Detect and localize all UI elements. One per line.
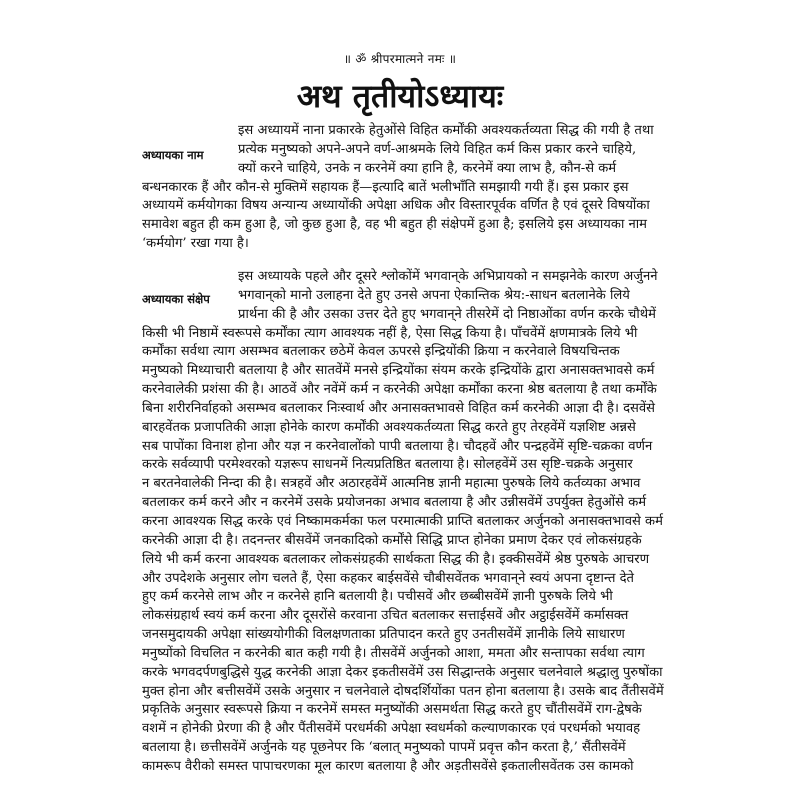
text-line: न बरतनेवालेकी निन्दा की है। सत्रहवें और अठारहवेंमें आत्मनिष्ठ ज्ञानी महात्मा पुरुषके लिये कर्तव्यका अभाव: [142, 476, 641, 492]
text-line: जनसमुदायकी अपेक्षा सांख्ययोगीकी विलक्षणताका प्रतिपादन करते हुए उनतीसवेंमें ज्ञानीके लिये साधारण: [142, 627, 625, 643]
text-line: बारहवेंतक प्रजापतिकी आज्ञा होनेके कारण कर्मोंकी अवश्यकर्तव्यता सिद्ध करते हुए तेरहवेंमें यज्ञशिष्ट अन्नसे: [142, 419, 636, 435]
text-line: किसी भी निष्ठामें स्वरूपसे कर्मोंका त्याग आवश्यक नहीं है, ऐसा सिद्ध किया है। पाँचवेंमें क्षणमात्रके लिये भी: [142, 325, 638, 341]
section-chapter-name: [142, 122, 716, 254]
section-chapter-summary: [142, 268, 716, 777]
text-line: समावेश बहुत ही कम हुआ है, जो कुछ हुआ है, वह भी बहुत ही संक्षेपमें हुआ है; इसलिये इस अध्यायका नाम: [142, 217, 647, 233]
text-line: करनेवालेकी प्रशंसा की है। आठवें और नवेंमें कर्म न करनेकी अपेक्षा कर्मोंका करना श्रेष्ठ बतलाया है तथा कर्मोंके: [142, 382, 657, 398]
text-line: लिये भी कर्म करना आवश्यक बतलाकर लोकसंग्रहकी सार्थकता सिद्ध की है। इक्कीसवेंमें श्रेष्ठ पुरुषके आचरण: [142, 551, 650, 567]
side-label-chapter-summary: अध्यायका संक्षेप: [142, 292, 210, 306]
text-line: बन्धनकारक हैं और कौन-से मुक्तिमें सहायक हैं—इत्यादि बातें भलीभाँति समझायी गयी हैं। इस प्रकार इस: [142, 179, 629, 195]
text-line: इस अध्यायमें नाना प्रकारके हेतुओंसे विहित कर्मोंकी अवश्यकर्तव्यता सिद्ध की गयी है तथा: [238, 123, 654, 138]
text-line: करके भगवदर्पणबुद्धिसे युद्ध करनेकी आज्ञा देकर इकतीसवेंमें उस सिद्धान्तके अनुसार चलनेवाले श्रद्धालु पुरुषोंका: [142, 664, 663, 680]
text-line: ‘कर्मयोग’ रखा गया है।: [142, 236, 249, 252]
text-line: अध्यायमें कर्मयोगका विषय अन्यान्य अध्यायोंकी अपेक्षा अधिक और विस्तारपूर्वक वर्णित है एवं दूसरे विषयोंका: [142, 198, 650, 214]
text-line: करना आवश्यक सिद्ध करके एवं निष्कामकर्मका फल परमात्माकी प्राप्ति बतलाकर अर्जुनको अनासक्तभावसे कर्म: [142, 513, 663, 529]
text-line: भगवान्‌को मानो उलाहना देते हुए उनसे अपना ऐकान्तिक श्रेय:-साधन बतलानेके लिये: [238, 287, 630, 303]
text-line: करनेकी आज्ञा दी है। तदनन्तर बीसवेंमें जनकादिको कर्मोंसे सिद्धि प्राप्त होनेका प्रमाण देकर एवं लोकसंग्रहके: [142, 532, 642, 548]
text-line: कामरूप वैरीको समस्त पापाचरणका मूल कारण बतलाया है और अड़तीसवेंसे इकतालीसवेंतक उस कामको: [142, 758, 634, 774]
text-line: बिना शरीरनिर्वाहको असम्भव बतलाकर निःस्वार्थ और अनासक्तभावसे विहित कर्म करनेकी आज्ञा दी है। दसवेंसे: [142, 400, 656, 416]
text-line: वशमें न होनेकी प्रेरणा की है और पैंतीसवेंमें परधर्मकी अपेक्षा स्वधर्मको कल्याणकारक एवं परधर्मको भयावह: [142, 721, 641, 737]
text-line: बतलाया है। छत्तीसवेंमें अर्जुनके यह पूछनेपर कि ‘बलात् मनुष्यको पापमें प्रवृत्त कौन करता है,’ सैंतीसवेंमें: [142, 740, 626, 756]
text-line: सब पापोंका विनाश होना और यज्ञ न करनेवालोंको पापी बतलाया है। चौदहवें और पन्द्रहवेंमें सृष्टि-चक्रका वर्णन: [142, 438, 653, 454]
text-line: और उपदेशके अनुसार लोग चलते हैं, ऐसा कहकर बाईसवेंसे चौबीसवेंतक भगवान्‌ने स्वयं अपना दृष्टान्त देते: [142, 570, 634, 586]
text-line: लोकसंग्रहार्थ स्वयं कर्म करना और दूसरोंसे करवाना उचित बतलाकर सत्ताईसवें और अट्ठाईसवेंमें कर्मासक्त: [142, 608, 629, 624]
text-line: बतलाकर कर्म करने और न करनेमें उसके प्रयोजनका अभाव बतलाया है और उन्नीसवेंमें उपर्युक्त हेतुओंसे कर्म: [142, 495, 647, 511]
text-line: प्रत्येक मनुष्यको अपने-अपने वर्ण-आश्रमके लिये विहित कर्म किस प्रकार करने चाहिये,: [238, 141, 637, 157]
text-line: इस अध्यायके पहले और दूसरे श्लोकोंमें भगवान्‌के अभिप्रायको न समझनेके कारण अर्जुनने: [238, 269, 658, 284]
text-line: मनुष्योंको विचलित न करनेकी बात कही गयी है। तीसवेंमें अर्जुनको आशा, ममता और सन्तापका सर्वथा त्याग: [142, 645, 645, 661]
text-line: मुक्त होना और बत्तीसवेंमें उसके अनुसार न चलनेवाले दोषदर्शियोंका पतन होना बतलाया है। उसके बाद तैंतीसवेंमें: [142, 683, 664, 699]
text-line: कर्मोंका सर्वथा त्याग असम्भव बतलाकर छठेमें केवल ऊपरसे इन्द्रियोंकी क्रिया न करनेवाले विषयचिन्तक: [142, 344, 620, 360]
chapter-title: अथ तृतीयोऽध्यायः: [296, 77, 504, 115]
text-line: करके सर्वव्यापी परमेश्वरको यज्ञरूप साधनमें नित्यप्रतिष्ठित बतलाया है। सोलहवेंमें उस सृष्टि-चक्रके अनुसार: [142, 457, 633, 473]
text-line: हुए कर्म करनेसे लाभ और न करनेसे हानि बतलायी है। पचीसवें और छब्बीसवेंमें ज्ञानी पुरुषके लिये भी: [142, 589, 613, 605]
text-line: क्यों करने चाहिये, उनके न करनेमें क्या हानि है, करनेमें क्या लाभ है, कौन-से कर्म: [238, 160, 617, 176]
text-line: मनुष्यको मिथ्याचारी बतलाया है और सातवेंमें मनसे इन्द्रियोंका संयम करके इन्द्रियोंके द्वारा अनासक्तभावसे कर्म: [142, 363, 655, 379]
side-label-chapter-name: अध्यायका नाम: [142, 148, 204, 162]
invocation-line: ॥ ॐ श्रीपरमात्मने नमः ॥: [343, 52, 457, 66]
text-line: प्रकृतिके अनुसार स्वरूपसे क्रिया न करनेमें समस्त मनुष्योंकी असमर्थता सिद्ध करते हुए चौंतीसवेंमें राग-द्वेषके: [142, 702, 642, 718]
text-line: प्रार्थना की है और उसका उत्तर देते हुए भगवान्‌ने तीसरेमें दो निष्ठाओंका वर्णन करके चौथेमें: [238, 306, 656, 322]
